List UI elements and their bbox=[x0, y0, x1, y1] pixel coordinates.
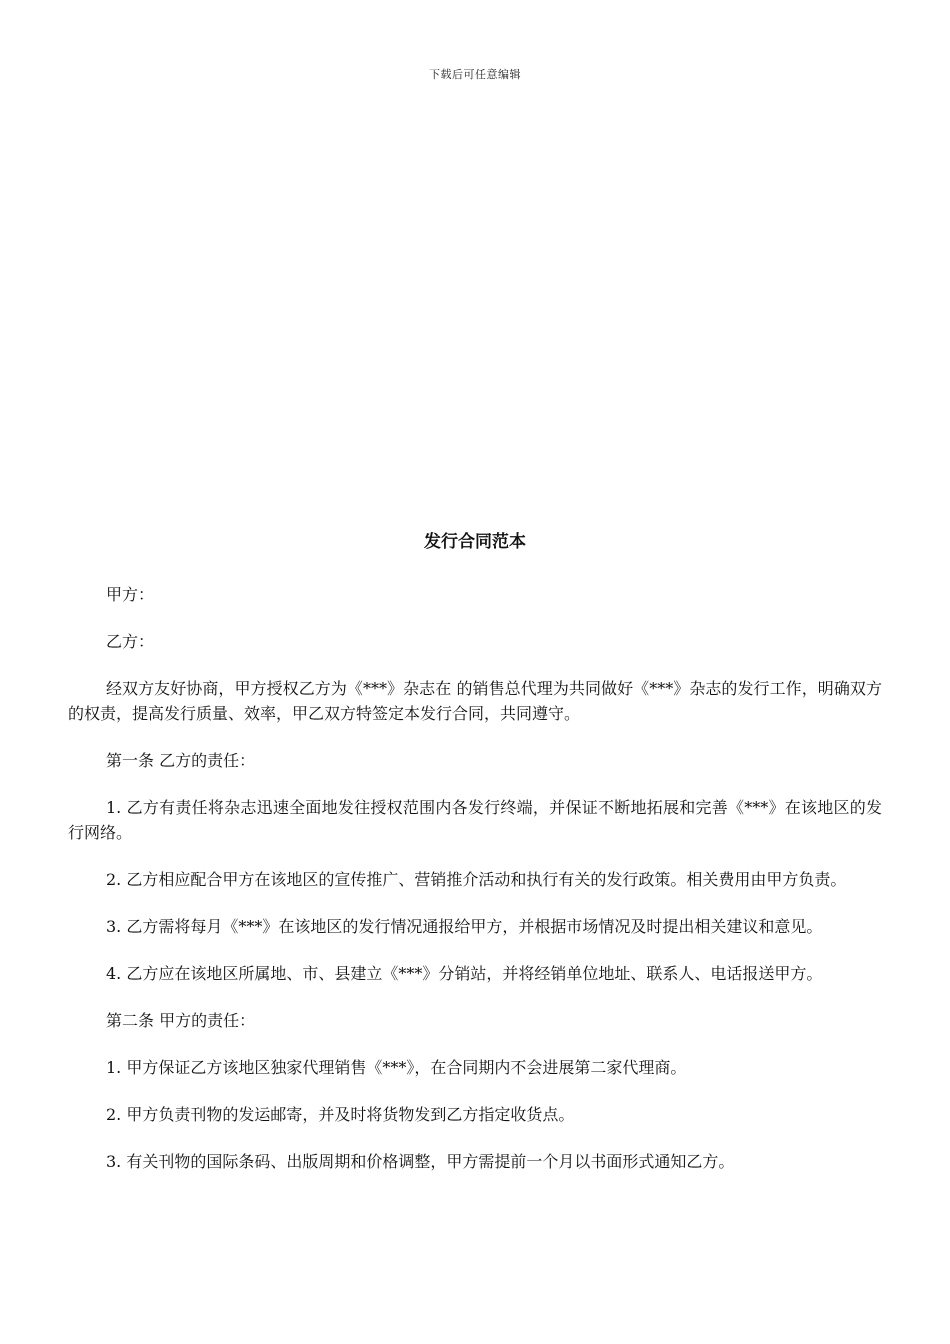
document-body bbox=[68, 528, 882, 1196]
party-a-line: 甲方： bbox=[106, 585, 155, 604]
article-1-clause-2: 2. 乙方相应配合甲方在该地区的宣传推广、营销推介活动和执行有关的发行政策。相关费用由甲方负责。 bbox=[106, 870, 847, 889]
article-2-clause-1: 1. 甲方保证乙方该地区独家代理销售《***》，在合同期内不会进展第二家代理商。 bbox=[106, 1058, 687, 1077]
document-title: 发行合同范本 bbox=[424, 532, 526, 552]
party-b-line: 乙方： bbox=[106, 632, 155, 651]
article-1-clause-1: 1. 乙方有责任将杂志迅速全面地发往授权范围内各发行终端，并保证不断地拓展和完善《***》在该地区的发行网络。 bbox=[68, 798, 882, 842]
article-1-heading: 第一条 乙方的责任： bbox=[106, 751, 256, 770]
article-1-clause-4: 4. 乙方应在该地区所属地、市、县建立《***》分销站，并将经销单位地址、联系人、电话报送甲方。 bbox=[106, 964, 823, 983]
article-2-clause-3: 3. 有关刊物的国际条码、出版周期和价格调整，甲方需提前一个月以书面形式通知乙方。 bbox=[106, 1152, 735, 1171]
article-1-clause-3: 3. 乙方需将每月《***》在该地区的发行情况通报给甲方，并根据市场情况及时提出相关建议和意见。 bbox=[106, 917, 823, 936]
article-2-clause-2: 2. 甲方负责刊物的发运邮寄，并及时将货物发到乙方指定收货点。 bbox=[106, 1105, 575, 1124]
header-note: 下载后可任意编辑 bbox=[429, 68, 521, 81]
preamble-paragraph: 经双方友好协商，甲方授权乙方为《***》杂志在 的销售总代理为共同做好《***》杂志的发行工作，明确双方的权责，提高发行质量、效率，甲乙双方特签定本发行合同，共同遵守。 bbox=[68, 679, 882, 723]
article-2-heading: 第二条 甲方的责任： bbox=[106, 1011, 256, 1030]
